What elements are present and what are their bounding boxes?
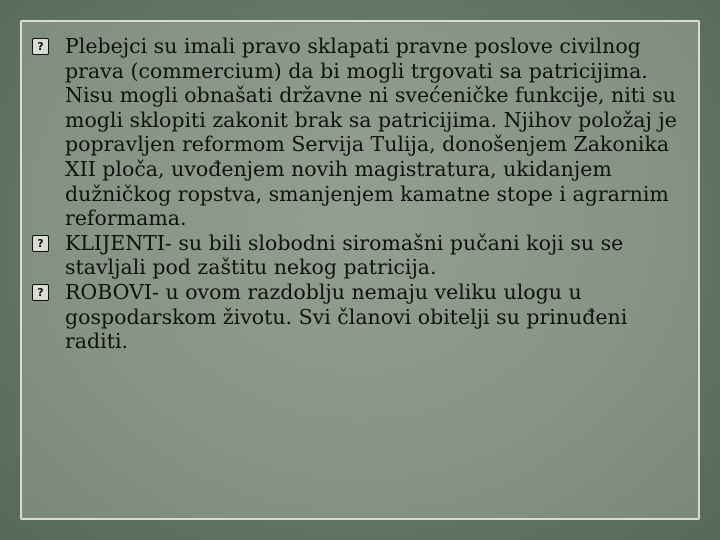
paragraph-klijenti bbox=[32, 231, 692, 280]
paragraph-text: Plebejci su imali pravo sklapati pravne poslove civilnog prava (commercium) da bi mogli trgovati sa patricijima. Nisu mogli obnašati državne ni svećeničke funkcije, niti su mogli sklopiti zakonit brak sa patricijima. Njihov položaj je popravljen reformom Servija Tulija, donošenjem Zakonika XII ploča, uvođenjem novih magistratura, ukidanjem dužničkog ropstva, smanjenjem kamatne stope i agrarnim reformama. bbox=[65, 34, 677, 231]
paragraph-text: ROBOVI- u ovom razdoblju nemaju veliku ulogu u gospodarskom životu. Svi članovi obitelji su prinuđeni raditi. bbox=[65, 279, 628, 354]
paragraph-plebejci bbox=[32, 34, 692, 231]
bullet-icon: ? bbox=[32, 284, 49, 301]
paragraph-robovi bbox=[32, 280, 692, 354]
paragraph-text: KLIJENTI- su bili slobodni siromašni pučani koji su se stavljali pod zaštitu nekog patricija. bbox=[65, 230, 624, 280]
bullet-icon: ? bbox=[32, 38, 49, 55]
bullet-icon: ? bbox=[32, 235, 49, 252]
slide-text bbox=[32, 34, 692, 354]
